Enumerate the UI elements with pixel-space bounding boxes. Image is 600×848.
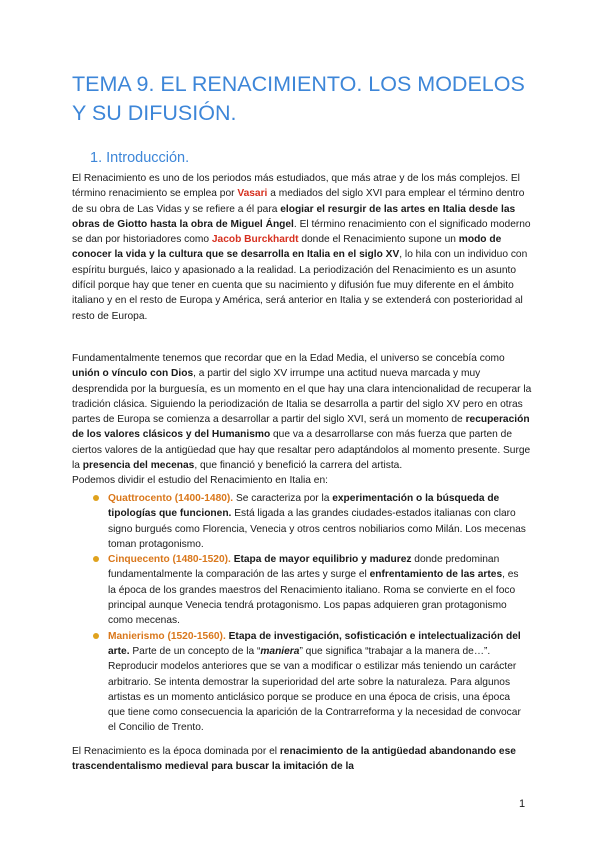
list-item <box>108 629 528 736</box>
paragraph-closing <box>72 744 534 775</box>
period-heading: Quattrocento (1400-1480). <box>108 493 234 504</box>
list-item <box>108 552 528 628</box>
paragraph-edad-media <box>72 351 534 489</box>
paragraph-intro <box>72 171 534 324</box>
list-item <box>108 491 528 552</box>
bold-run: experimentación o la búsqueda de tipologías que funcionen. <box>108 493 500 520</box>
text-run: , que financió y benefició la carrera del artista. <box>194 460 403 472</box>
bold-run: unión o vínculo con Dios <box>72 368 194 380</box>
highlight-vasari: Vasari <box>237 188 268 200</box>
bold-run: presencia del mecenas <box>82 460 195 472</box>
bold-run: recuperación de los valores clásicos y del Humanismo <box>72 414 530 441</box>
text-run: ” que significa “trabajar a la manera de…”. Reproducir modelos anteriores que se van a modificar o estilizar más teniendo un carácter arbitrario. Se intenta demostrar la superioridad del arte sobre la naturaleza. Para algunos artistas es un momento anticlásico porque se produce en una época de crisis, una época que tiene como consecuencia la aparición de la Contrarreforma y la necesidad de convocar el Concilio de Trento. <box>108 645 521 734</box>
period-list <box>108 491 528 736</box>
period-heading: Manierismo (1520-1560). <box>108 630 226 642</box>
italic-run: maniera <box>260 645 300 657</box>
bullet-dot-icon <box>93 633 99 639</box>
bullet-dot-icon <box>93 495 99 501</box>
text-run: , a partir del siglo XV irrumpe una actitud nueva marcada y muy desprendida por la burguesía, es un momento en el que hay una clara intencionalidad de recuperar la tradición clásica. Siguiendo la periodización de Italia se desarrolla a partir del siglo XV pero en otras partes de Europa se comienza a desarrollar a partir del siglo XVI, será un momento de <box>72 368 532 426</box>
text-run: . El término renacimiento con el significado moderno se dan por historiadores como <box>72 218 531 246</box>
period-heading: Cinquecento (1480-1520). <box>108 554 231 566</box>
page-number: 1 <box>519 798 526 810</box>
section-heading: 1. Introducción. <box>90 150 190 166</box>
bold-run: enfrentamiento de las artes <box>369 569 503 581</box>
text-run: que va a desarrollarse con más fuerza que parten de ciertos valores de la antigüedad que hay que resaltar pero adaptándolos al momento presente. Surge la <box>72 429 531 472</box>
text-run: donde predominan fundamentalmente la comparación de las artes y surge el <box>108 554 500 581</box>
list-intro: Podemos dividir el estudio del Renacimiento en Italia en: <box>72 475 328 487</box>
bullet-dot-icon <box>93 556 99 562</box>
text-run: Fundamentalmente tenemos que recordar que en la Edad Media, el universo se concebía como <box>72 353 505 364</box>
text-run: El Renacimiento es uno de los periodos más estudiados, que más atrae y de los más complejos. El término renacimiento se emplea por <box>72 173 520 200</box>
highlight-burckhardt: Jacob Burckhardt <box>211 234 299 246</box>
text-run: a mediados del siglo XVI para emplear el término dentro de su obra de Las Vidas y se refiere a él para <box>72 188 525 215</box>
text-run: Está ligada a las grandes ciudades-estados italianas con claro signo burgués como Florencia, Venecia y otros centros nobiliarios como Milán. Los mecenas toman protagonismo. <box>108 508 526 550</box>
bold-run: elogiar el resurgir de las artes en Italia desde las obras de Giotto hasta la obra de Miguel Ángel <box>72 203 516 230</box>
bold-run: modo de conocer la vida y la cultura que se desarrolla en Italia en el siglo XV <box>72 234 502 261</box>
bold-run: Etapa de mayor equilibrio y madurez <box>233 554 412 566</box>
text-run: Se caracteriza por la <box>233 493 333 504</box>
text-run: donde el Renacimiento supone un <box>298 234 459 246</box>
page-title: TEMA 9. EL RENACIMIENTO. LOS MODELOS Y SU DIFUSIÓN. <box>72 72 525 125</box>
bold-run: renacimiento de la antigüedad abandonando ese trascendentalismo medieval para buscar la imitación de la <box>72 746 516 773</box>
text-run: El Renacimiento es la época dominada por el <box>72 746 280 757</box>
text-run: , lo hila con un individuo con espíritu burgués, laico y apasionado a la realidad. La periodización del Renacimiento es un asunto difícil porque hay que tener en cuenta que su nacimiento y difusión fue muy diferente en el ámbito italiano y en el resto de Europa y América, será anterior en Italia y se extenderá con posterioridad al resto de Europa. <box>72 249 528 322</box>
text-run: , es la época de los grandes maestros del Renacimiento italiano. Roma se convierte en el foco principal aunque Venecia tendrá protagonismo. Los papas adquieren gran protagonismo como mecenas. <box>108 569 519 627</box>
text-run: Parte de un concepto de la “ <box>129 645 261 657</box>
bold-run: Etapa de investigación, sofisticación e intelectualización del arte. <box>108 630 521 657</box>
